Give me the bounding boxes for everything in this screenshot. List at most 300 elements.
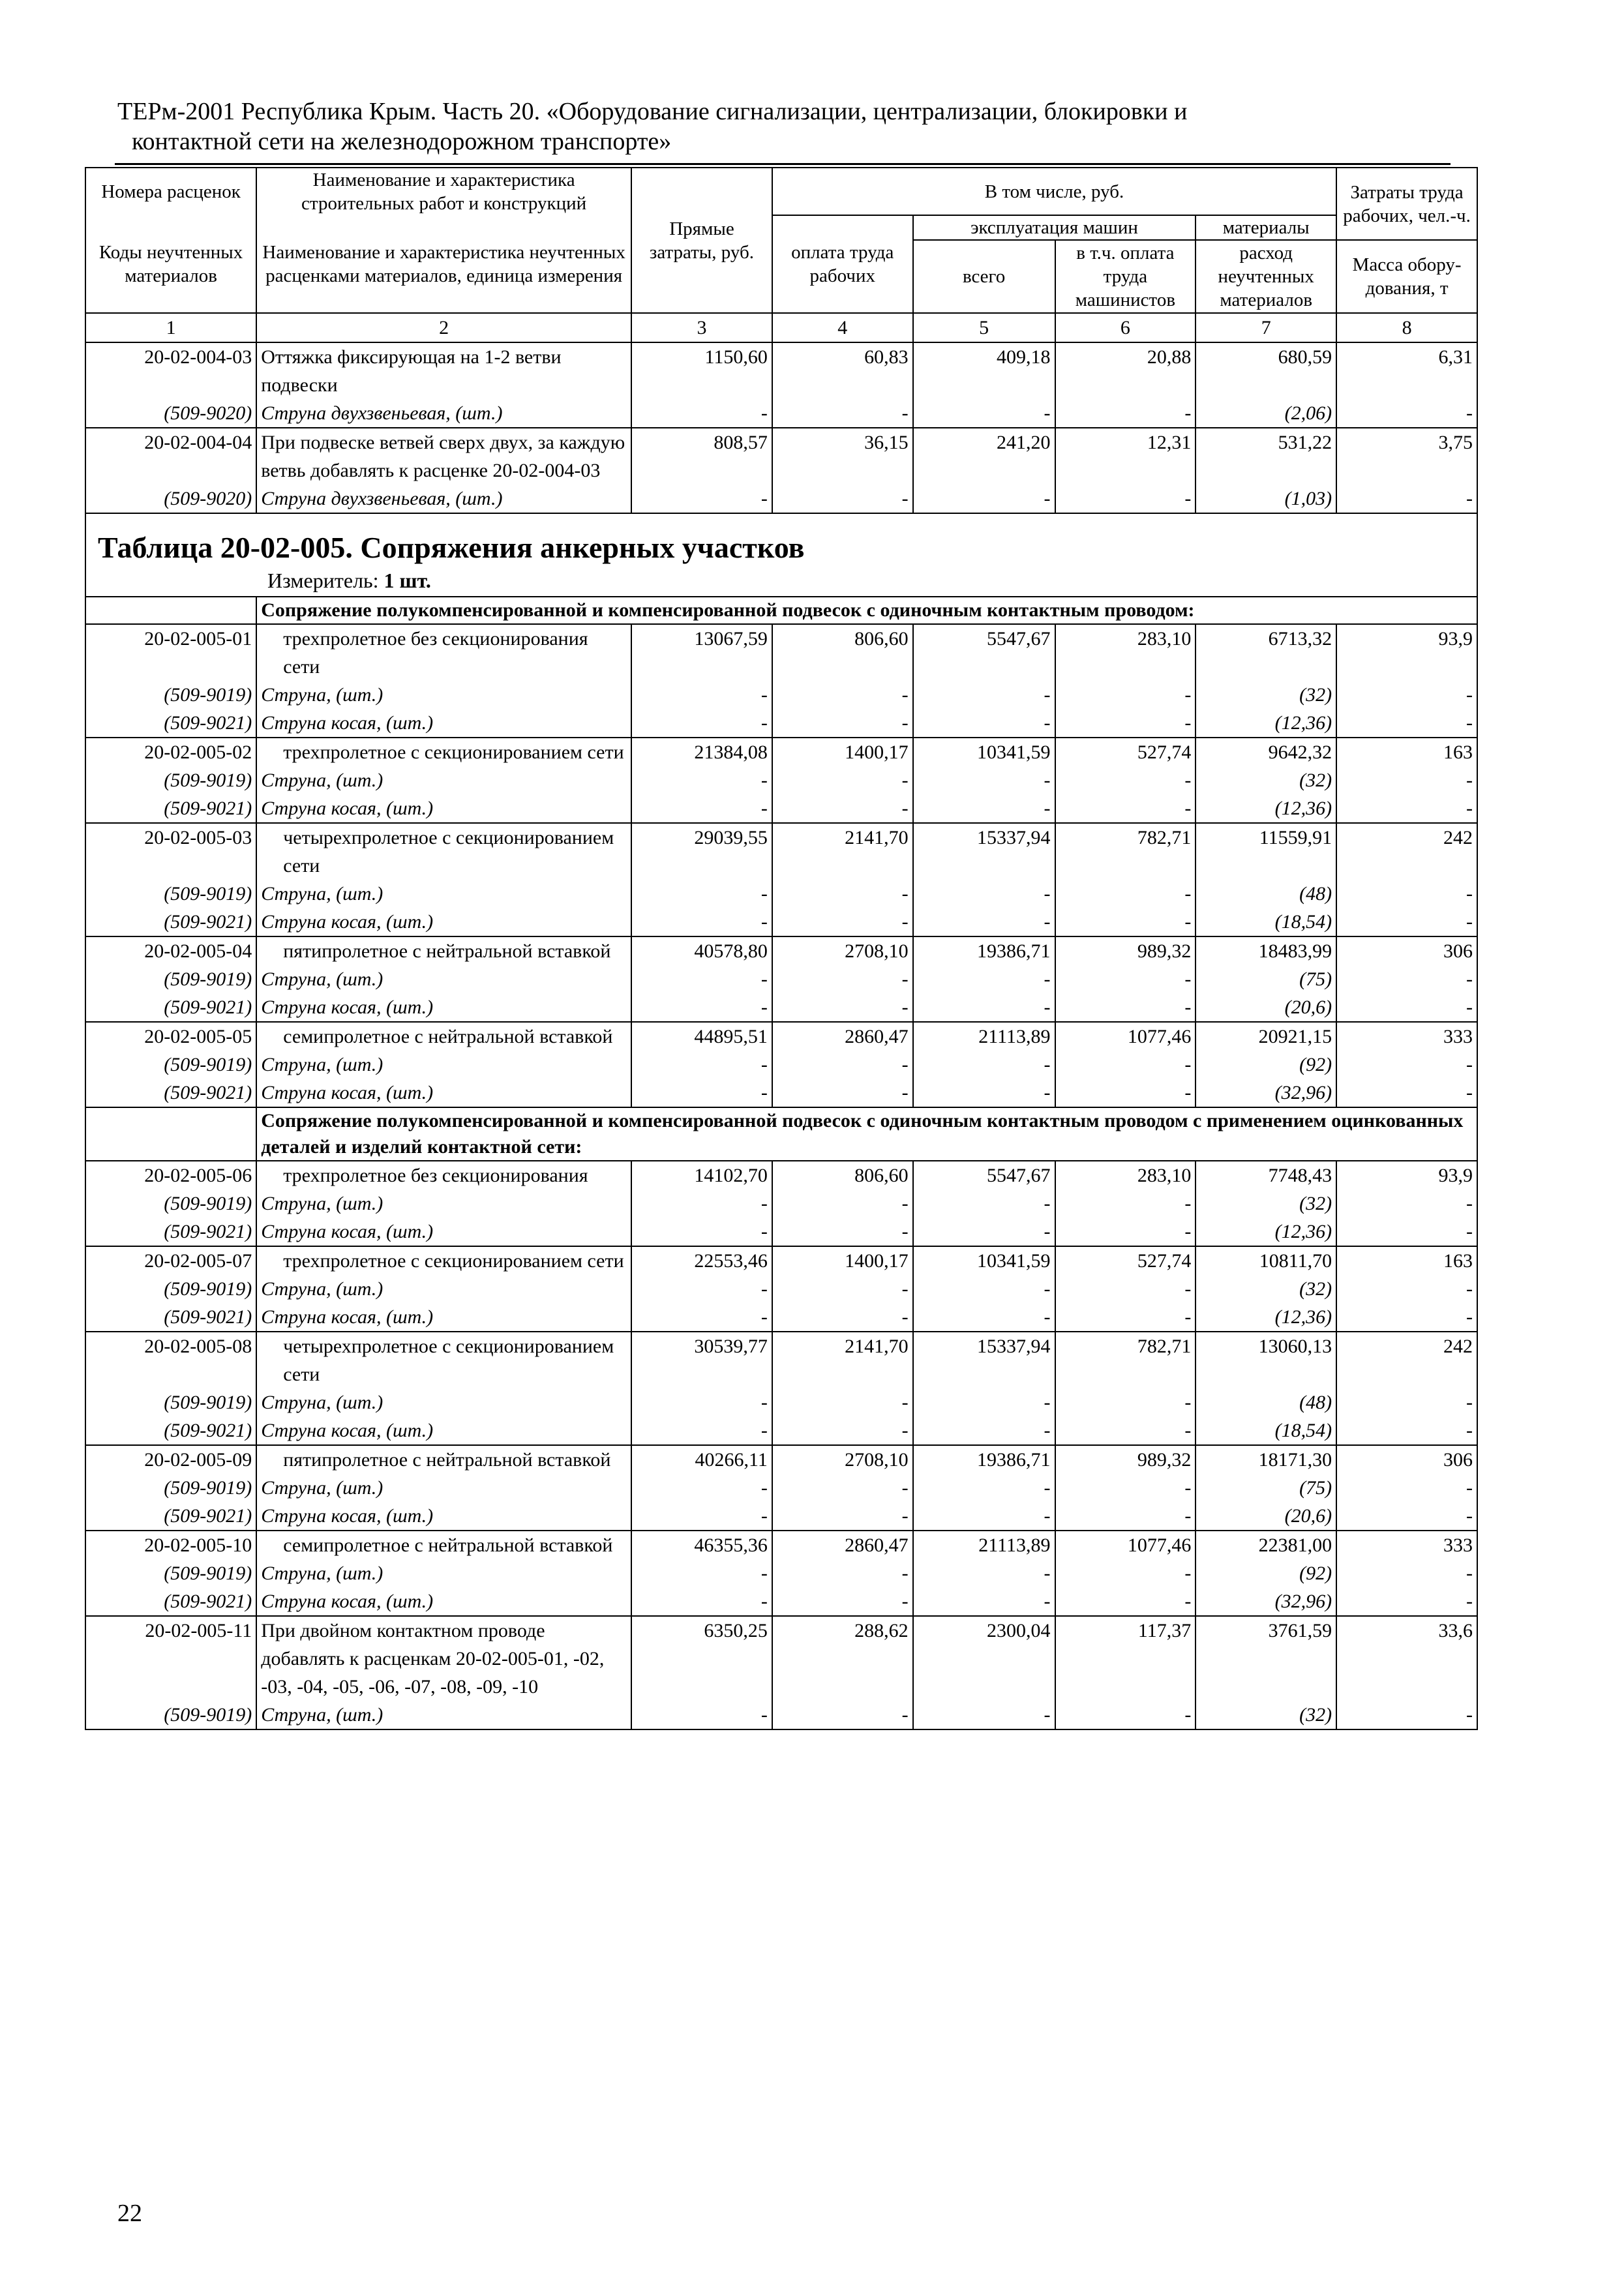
col-number: 5 <box>913 313 1055 342</box>
material-code: (509-9019) <box>85 1474 256 1502</box>
material-qty: (32,96) <box>1195 1587 1336 1616</box>
table-title: Таблица 20-02-005. Сопряжения анкерных участков <box>98 531 805 564</box>
rate-labor: 33,6 <box>1336 1616 1477 1701</box>
rate-mach: 19386,71 <box>913 1445 1055 1474</box>
dash-mark: - <box>913 681 1055 709</box>
table-row <box>85 1332 1477 1388</box>
rate-code: 20-02-005-09 <box>85 1445 256 1474</box>
material-qty: (32) <box>1195 1701 1336 1729</box>
material-qty: (48) <box>1195 1388 1336 1416</box>
rate-wage: 2708,10 <box>772 936 913 965</box>
dash-mark: - <box>1336 1587 1477 1616</box>
col-number: 6 <box>1055 313 1196 342</box>
dash-mark: - <box>913 1587 1055 1616</box>
material-code: (509-9019) <box>85 1559 256 1587</box>
material-code: (509-9021) <box>85 794 256 823</box>
material-qty: (2,06) <box>1195 399 1336 428</box>
material-row <box>85 1051 1477 1079</box>
material-name: Струна, (шт.) <box>256 766 631 794</box>
material-name: Струна косая, (шт.) <box>256 993 631 1022</box>
material-row <box>85 1701 1477 1729</box>
col8-top-header: Затраты труда рабочих, чел.-ч. <box>1336 168 1477 240</box>
col-number: 4 <box>772 313 913 342</box>
dash-mark: - <box>1055 965 1196 993</box>
rate-code: 20-02-005-11 <box>85 1616 256 1701</box>
rate-mat: 7748,43 <box>1195 1161 1336 1189</box>
material-qty: (32) <box>1195 766 1336 794</box>
dash-mark: - <box>631 681 772 709</box>
rate-wage: 1400,17 <box>772 1246 913 1275</box>
dash-mark: - <box>913 908 1055 936</box>
material-code: (509-9021) <box>85 709 256 738</box>
rate-name <box>256 1022 631 1051</box>
rate-mach-wage: 117,37 <box>1055 1616 1196 1701</box>
rate-name <box>256 1161 631 1189</box>
dash-mark: - <box>772 1502 913 1531</box>
material-qty: (32) <box>1195 1189 1336 1218</box>
material-code: (509-9021) <box>85 1502 256 1531</box>
rate-mat: 22381,00 <box>1195 1531 1336 1559</box>
material-name: Струна косая, (шт.) <box>256 709 631 738</box>
dash-mark: - <box>772 399 913 428</box>
material-row <box>85 1474 1477 1502</box>
rate-direct: 40266,11 <box>631 1445 772 1474</box>
rate-labor: 3,75 <box>1336 428 1477 485</box>
dash-mark: - <box>913 1502 1055 1531</box>
rate-mach: 5547,67 <box>913 624 1055 681</box>
rate-mach: 15337,94 <box>913 1332 1055 1388</box>
rate-mach-wage: 283,10 <box>1055 1161 1196 1189</box>
group-title: Сопряжение полукомпенсированной и компенсированной подвесок с одиночным контактным проводом с применением оцинкованных деталей и изделий контактной сети: <box>256 1107 1477 1161</box>
material-row <box>85 1275 1477 1303</box>
dash-mark: - <box>1055 1701 1196 1729</box>
rate-code: 20-02-005-02 <box>85 738 256 766</box>
rate-mach-wage: 782,71 <box>1055 1332 1196 1388</box>
material-qty: (75) <box>1195 965 1336 993</box>
rate-code: 20-02-005-05 <box>85 1022 256 1051</box>
rate-direct: 22553,46 <box>631 1246 772 1275</box>
material-name: Струна двухзвеньевая, (шт.) <box>256 485 631 513</box>
dash-mark: - <box>913 794 1055 823</box>
dash-mark: - <box>913 880 1055 908</box>
dash-mark: - <box>913 1079 1055 1107</box>
material-code: (509-9021) <box>85 993 256 1022</box>
material-row <box>85 794 1477 823</box>
material-qty: (12,36) <box>1195 794 1336 823</box>
rate-name <box>256 1246 631 1275</box>
material-code: (509-9021) <box>85 1303 256 1332</box>
material-name: Струна косая, (шт.) <box>256 1079 631 1107</box>
rate-name-text: Оттяжка фиксирующая на 1-2 ветви подвески <box>261 346 562 396</box>
material-name: Струна косая, (шт.) <box>256 794 631 823</box>
dash-mark: - <box>772 1051 913 1079</box>
dash-mark: - <box>772 1218 913 1246</box>
material-row <box>85 1189 1477 1218</box>
dash-mark: - <box>631 1701 772 1729</box>
dash-mark: - <box>1336 1218 1477 1246</box>
material-code: (509-9021) <box>85 1416 256 1445</box>
rate-mat: 11559,91 <box>1195 823 1336 880</box>
material-name: Струна, (шт.) <box>256 1559 631 1587</box>
rate-name-text: семипролетное с нейтральной вставкой <box>283 1534 613 1556</box>
rate-labor: 93,9 <box>1336 1161 1477 1189</box>
dash-mark: - <box>631 1189 772 1218</box>
material-qty: (20,6) <box>1195 1502 1336 1531</box>
material-name: Струна косая, (шт.) <box>256 1218 631 1246</box>
dash-mark: - <box>772 965 913 993</box>
rate-labor: 242 <box>1336 1332 1477 1388</box>
rate-code: 20-02-005-10 <box>85 1531 256 1559</box>
rate-name <box>256 823 631 880</box>
dash-mark: - <box>1055 993 1196 1022</box>
rate-name-text: трехпролетное без секционирования <box>283 1165 588 1186</box>
dash-mark: - <box>1336 1189 1477 1218</box>
rate-mat: 18483,99 <box>1195 936 1336 965</box>
rate-mat: 9642,32 <box>1195 738 1336 766</box>
dash-mark: - <box>772 993 913 1022</box>
rate-name <box>256 1332 631 1388</box>
dash-mark: - <box>631 709 772 738</box>
material-name: Струна, (шт.) <box>256 1701 631 1729</box>
dash-mark: - <box>913 1701 1055 1729</box>
rate-mach: 241,20 <box>913 428 1055 485</box>
col2-bottom-header: Наименование и характеристика неучтенных расценками материалов, единица измерения <box>256 215 631 313</box>
rate-name-text: четырехпролетное с секционированием сети <box>283 1336 614 1385</box>
material-name: Струна, (шт.) <box>256 965 631 993</box>
material-row <box>85 1303 1477 1332</box>
dash-mark: - <box>772 880 913 908</box>
material-name: Струна, (шт.) <box>256 1474 631 1502</box>
dash-mark: - <box>1336 993 1477 1022</box>
rate-direct: 40578,80 <box>631 936 772 965</box>
dash-mark: - <box>631 880 772 908</box>
header-line-1: ТЕРм-2001 Республика Крым. Часть 20. «Оборудование сигнализации, централизации, блокировки и <box>117 98 1188 125</box>
dash-mark: - <box>1055 1388 1196 1416</box>
material-name: Струна, (шт.) <box>256 1388 631 1416</box>
dash-mark: - <box>1055 1502 1196 1531</box>
material-row <box>85 993 1477 1022</box>
rate-code: 20-02-004-04 <box>85 428 256 485</box>
meter-label: Измеритель: <box>267 569 379 592</box>
col3-header: Прямые затраты, руб. <box>631 168 772 313</box>
price-table <box>85 167 1478 1730</box>
column-number-row <box>85 313 1477 342</box>
material-qty: (12,36) <box>1195 1218 1336 1246</box>
dash-mark: - <box>1336 1474 1477 1502</box>
material-code: (509-9020) <box>85 399 256 428</box>
material-name: Струна, (шт.) <box>256 681 631 709</box>
dash-mark: - <box>631 1051 772 1079</box>
dash-mark: - <box>913 1275 1055 1303</box>
dash-mark: - <box>1055 1218 1196 1246</box>
rate-name <box>256 738 631 766</box>
dash-mark: - <box>631 1502 772 1531</box>
rate-code: 20-02-005-04 <box>85 936 256 965</box>
col8-bottom-header: Масса обору-дования, т <box>1336 240 1477 313</box>
material-qty: (48) <box>1195 880 1336 908</box>
dash-mark: - <box>772 908 913 936</box>
dash-mark: - <box>913 1416 1055 1445</box>
dash-mark: - <box>1055 766 1196 794</box>
dash-mark: - <box>631 1416 772 1445</box>
group-row <box>85 1107 1477 1161</box>
rate-name-text: При двойном контактном проводе добавлять к расценкам 20-02-005-01, -02, -03, -04, -05, -06, -07, -08, -09, -10 <box>261 1620 605 1698</box>
table-row <box>85 1246 1477 1275</box>
header-rule <box>115 163 1451 165</box>
rate-direct: 44895,51 <box>631 1022 772 1051</box>
rate-name-text: пятипролетное с нейтральной вставкой <box>283 1449 611 1471</box>
rate-mat: 13060,13 <box>1195 1332 1336 1388</box>
col4-header: оплата труда рабочих <box>772 215 913 313</box>
material-row <box>85 766 1477 794</box>
dash-mark: - <box>631 1275 772 1303</box>
col-number: 1 <box>85 313 256 342</box>
rate-mach-wage: 527,74 <box>1055 738 1196 766</box>
dash-mark: - <box>631 1079 772 1107</box>
dash-mark: - <box>772 1388 913 1416</box>
dash-mark: - <box>1055 880 1196 908</box>
rate-labor: 306 <box>1336 1445 1477 1474</box>
material-code: (509-9019) <box>85 965 256 993</box>
rate-wage: 806,60 <box>772 1161 913 1189</box>
dash-mark: - <box>1336 965 1477 993</box>
rate-wage: 288,62 <box>772 1616 913 1701</box>
dash-mark: - <box>1336 399 1477 428</box>
rate-labor: 333 <box>1336 1531 1477 1559</box>
material-row <box>85 1559 1477 1587</box>
table-row <box>85 1531 1477 1559</box>
rate-name <box>256 1616 631 1701</box>
dash-mark: - <box>913 1303 1055 1332</box>
material-name: Струна косая, (шт.) <box>256 908 631 936</box>
material-code: (509-9019) <box>85 1051 256 1079</box>
material-row <box>85 965 1477 993</box>
rate-name-text: семипролетное с нейтральной вставкой <box>283 1026 613 1047</box>
table-row <box>85 1022 1477 1051</box>
dash-mark: - <box>1055 1275 1196 1303</box>
col7-header: расход неучтенных материалов <box>1195 240 1336 313</box>
group-title: Сопряжение полукомпенсированной и компенсированной подвесок с одиночным контактным проводом: <box>256 597 1477 624</box>
dash-mark: - <box>913 965 1055 993</box>
rate-direct: 29039,55 <box>631 823 772 880</box>
rate-direct: 13067,59 <box>631 624 772 681</box>
rate-direct: 14102,70 <box>631 1161 772 1189</box>
rate-name <box>256 428 631 485</box>
material-name: Струна косая, (шт.) <box>256 1416 631 1445</box>
dash-mark: - <box>631 1388 772 1416</box>
dash-mark: - <box>1055 709 1196 738</box>
dash-mark: - <box>1055 1051 1196 1079</box>
rate-mat: 531,22 <box>1195 428 1336 485</box>
meter-value: 1 шт. <box>383 569 431 592</box>
material-row <box>85 1079 1477 1107</box>
col1-bottom-header: Коды неучтенных материалов <box>85 215 256 313</box>
material-name: Струна, (шт.) <box>256 1275 631 1303</box>
rate-wage: 2141,70 <box>772 823 913 880</box>
rate-name <box>256 936 631 965</box>
rate-name <box>256 342 631 399</box>
rate-labor: 6,31 <box>1336 342 1477 399</box>
dash-mark: - <box>772 1701 913 1729</box>
dash-mark: - <box>772 1416 913 1445</box>
rate-name-text: пятипролетное с нейтральной вставкой <box>283 940 611 962</box>
col6-header: в т.ч. оплата труда машинистов <box>1055 240 1196 313</box>
page-number: 22 <box>117 2200 142 2227</box>
rate-wage: 806,60 <box>772 624 913 681</box>
table-row <box>85 1161 1477 1189</box>
dash-mark: - <box>1055 794 1196 823</box>
table-row <box>85 823 1477 880</box>
table-row <box>85 738 1477 766</box>
material-qty: (1,03) <box>1195 485 1336 513</box>
material-name: Струна, (шт.) <box>256 1189 631 1218</box>
rate-mach: 15337,94 <box>913 823 1055 880</box>
rate-mach: 21113,89 <box>913 1531 1055 1559</box>
rate-code: 20-02-005-01 <box>85 624 256 681</box>
dash-mark: - <box>913 1189 1055 1218</box>
rate-wage: 1400,17 <box>772 738 913 766</box>
material-row <box>85 485 1477 513</box>
material-qty: (12,36) <box>1195 709 1336 738</box>
col-number: 8 <box>1336 313 1477 342</box>
dash-mark: - <box>1055 908 1196 936</box>
dash-mark: - <box>772 1275 913 1303</box>
material-code: (509-9019) <box>85 880 256 908</box>
material-code: (509-9019) <box>85 766 256 794</box>
material-row <box>85 1388 1477 1416</box>
rate-labor: 306 <box>1336 936 1477 965</box>
rate-mach: 10341,59 <box>913 738 1055 766</box>
dash-mark: - <box>631 485 772 513</box>
col5-header: всего <box>913 240 1055 313</box>
rate-mach: 5547,67 <box>913 1161 1055 1189</box>
rate-code: 20-02-004-03 <box>85 342 256 399</box>
section-cell <box>85 513 1477 597</box>
dash-mark: - <box>1055 1079 1196 1107</box>
rate-wage: 2141,70 <box>772 1332 913 1388</box>
col1-top-header: Номера расценок <box>85 168 256 215</box>
rate-mach-wage: 1077,46 <box>1055 1531 1196 1559</box>
group-row <box>85 597 1477 624</box>
material-qty: (18,54) <box>1195 908 1336 936</box>
dash-mark: - <box>1336 485 1477 513</box>
rate-name-text: При подвеске ветвей сверх двух, за каждую ветвь добавлять к расценке 20-02-004-03 <box>261 432 625 481</box>
dash-mark: - <box>772 1587 913 1616</box>
dash-mark: - <box>631 1474 772 1502</box>
dash-mark: - <box>1055 1416 1196 1445</box>
rate-labor: 163 <box>1336 738 1477 766</box>
running-header <box>117 97 1474 157</box>
rate-direct: 808,57 <box>631 428 772 485</box>
rate-wage: 60,83 <box>772 342 913 399</box>
col2-top-header: Наименование и характеристика строительных работ и конструкций <box>256 168 631 215</box>
rate-mach: 2300,04 <box>913 1616 1055 1701</box>
dash-mark: - <box>772 766 913 794</box>
rate-labor: 333 <box>1336 1022 1477 1051</box>
material-qty: (92) <box>1195 1559 1336 1587</box>
material-name: Струна косая, (шт.) <box>256 1587 631 1616</box>
header-line-2: контактной сети на железнодорожном транспорте» <box>132 128 672 155</box>
material-qty: (20,6) <box>1195 993 1336 1022</box>
rate-name <box>256 624 631 681</box>
dash-mark: - <box>1336 1559 1477 1587</box>
dash-mark: - <box>631 794 772 823</box>
group-spacer <box>85 597 256 624</box>
rate-wage: 2708,10 <box>772 1445 913 1474</box>
material-name: Струна косая, (шт.) <box>256 1303 631 1332</box>
rate-mach: 19386,71 <box>913 936 1055 965</box>
dash-mark: - <box>913 766 1055 794</box>
rate-mach-wage: 782,71 <box>1055 823 1196 880</box>
dash-mark: - <box>1336 1701 1477 1729</box>
material-code: (509-9021) <box>85 1079 256 1107</box>
dash-mark: - <box>1336 681 1477 709</box>
materials-header: материалы <box>1195 215 1336 240</box>
material-code: (509-9021) <box>85 908 256 936</box>
rate-direct: 1150,60 <box>631 342 772 399</box>
rate-code: 20-02-005-07 <box>85 1246 256 1275</box>
rate-direct: 6350,25 <box>631 1616 772 1701</box>
rate-mat: 3761,59 <box>1195 1616 1336 1701</box>
dash-mark: - <box>631 399 772 428</box>
meter <box>86 567 1477 596</box>
material-qty: (32,96) <box>1195 1079 1336 1107</box>
rate-mach-wage: 12,31 <box>1055 428 1196 485</box>
rate-wage: 36,15 <box>772 428 913 485</box>
section-row <box>85 513 1477 597</box>
rate-mach: 409,18 <box>913 342 1055 399</box>
rate-mach-wage: 1077,46 <box>1055 1022 1196 1051</box>
material-code: (509-9021) <box>85 1587 256 1616</box>
dash-mark: - <box>631 766 772 794</box>
dash-mark: - <box>1336 1079 1477 1107</box>
material-row <box>85 1416 1477 1445</box>
col-number: 3 <box>631 313 772 342</box>
dash-mark: - <box>772 794 913 823</box>
material-name: Струна косая, (шт.) <box>256 1502 631 1531</box>
material-row <box>85 709 1477 738</box>
dash-mark: - <box>1336 1303 1477 1332</box>
material-qty: (18,54) <box>1195 1416 1336 1445</box>
material-code: (509-9020) <box>85 485 256 513</box>
material-code: (509-9019) <box>85 1701 256 1729</box>
group-spacer <box>85 1107 256 1161</box>
dash-mark: - <box>913 1218 1055 1246</box>
rate-labor: 163 <box>1336 1246 1477 1275</box>
dash-mark: - <box>1055 1303 1196 1332</box>
rate-mach-wage: 20,88 <box>1055 342 1196 399</box>
dash-mark: - <box>913 993 1055 1022</box>
rate-mat: 20921,15 <box>1195 1022 1336 1051</box>
rate-name-text: четырехпролетное с секционированием сети <box>283 827 614 876</box>
material-qty: (32) <box>1195 1275 1336 1303</box>
dash-mark: - <box>772 1189 913 1218</box>
material-row <box>85 399 1477 428</box>
rate-direct: 21384,08 <box>631 738 772 766</box>
rate-mat: 10811,70 <box>1195 1246 1336 1275</box>
table-row <box>85 428 1477 485</box>
table-row <box>85 1445 1477 1474</box>
dash-mark: - <box>631 1218 772 1246</box>
dash-mark: - <box>631 1559 772 1587</box>
rate-wage: 2860,47 <box>772 1531 913 1559</box>
dash-mark: - <box>772 681 913 709</box>
dash-mark: - <box>1055 485 1196 513</box>
dash-mark: - <box>772 1559 913 1587</box>
dash-mark: - <box>631 1303 772 1332</box>
dash-mark: - <box>1336 1416 1477 1445</box>
material-code: (509-9019) <box>85 1189 256 1218</box>
